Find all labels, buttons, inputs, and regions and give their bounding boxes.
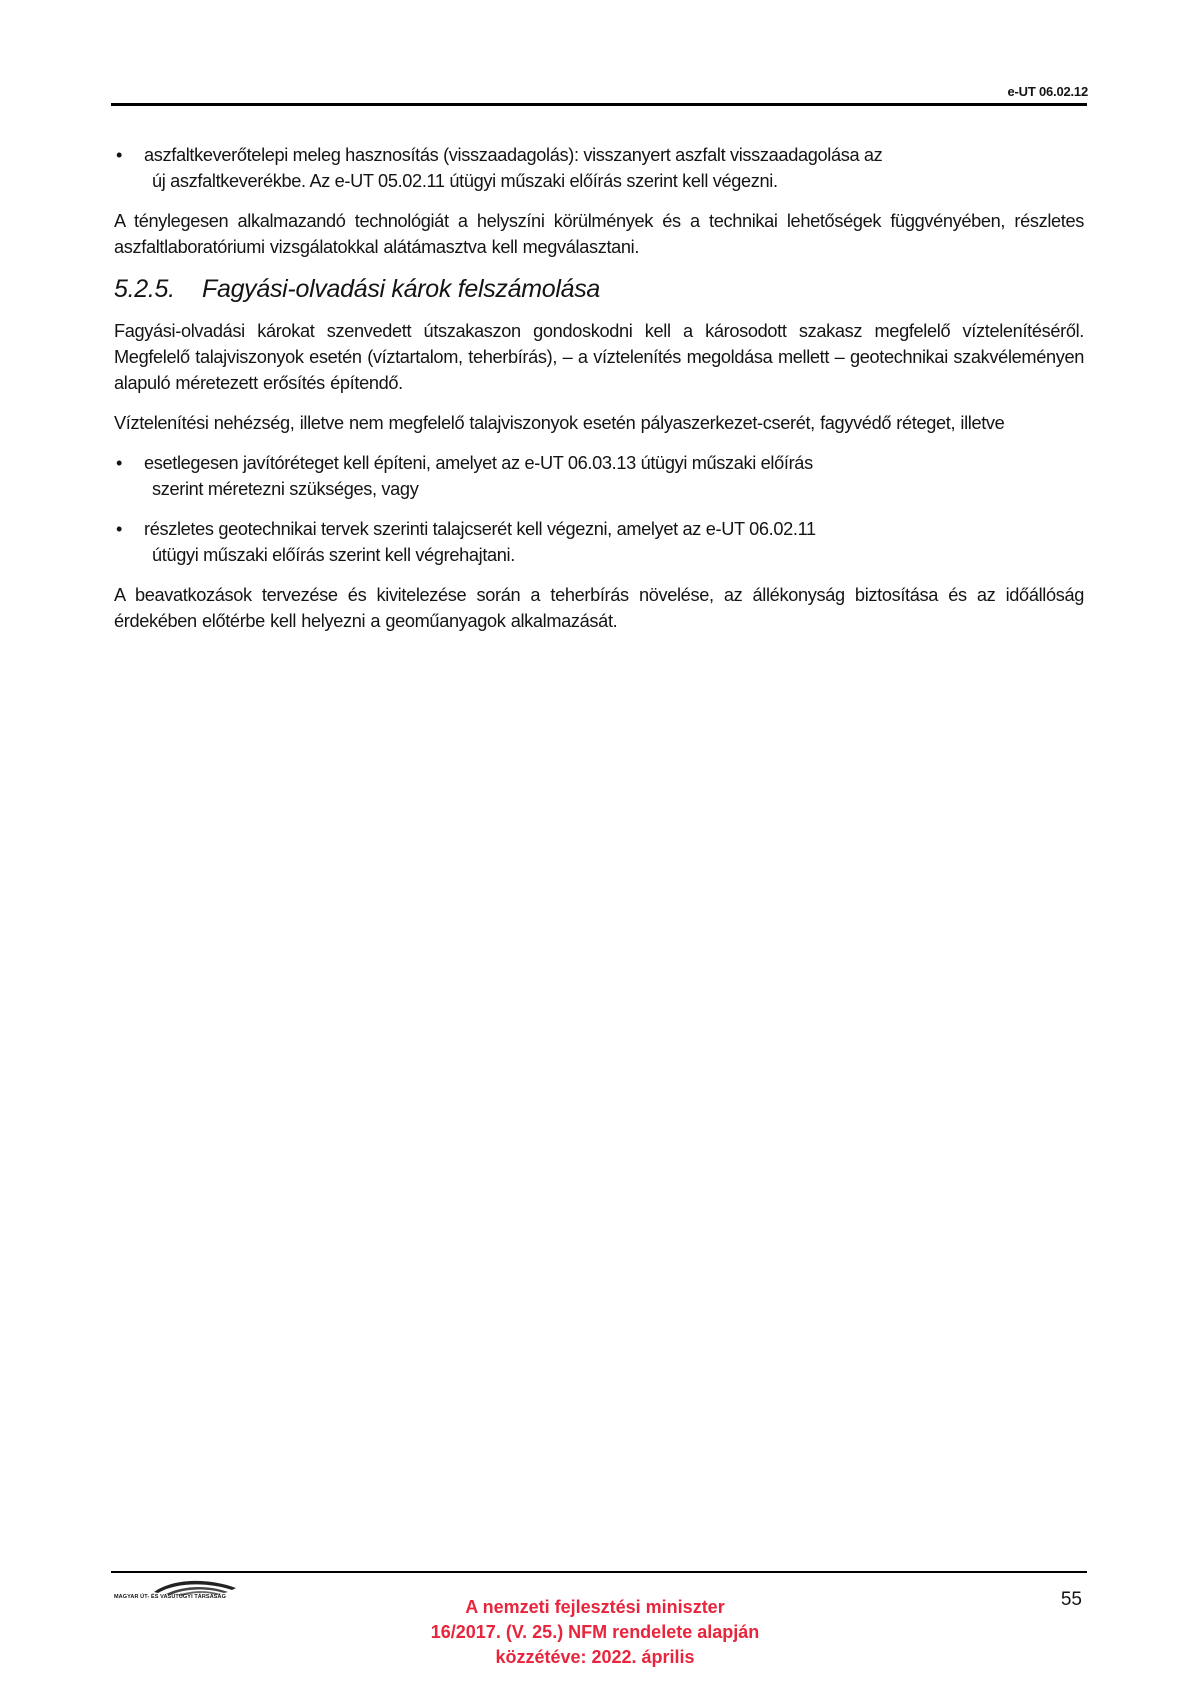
paragraph: Fagyási-olvadási károkat szenvedett útszakaszon gondoskodni kell a károsodott szakasz megfelelő víztelenítéséről. Megfelelő talajviszonyok esetén (víztartalom, teherbírás), – a víztelenítés megoldása mellett – geotechnikai szakvéleményen alapuló méretezett erősítés építendő. (114, 321, 1084, 393)
page-content (114, 142, 1084, 648)
list-item (114, 142, 1084, 194)
list-item (114, 516, 1024, 568)
stamp-line: 16/2017. (V. 25.) NFM rendelete alapján (430, 1622, 760, 1642)
paragraph: A beavatkozások tervezése és kivitelezése során a teherbírás növelése, az állékonyság biztosítása és az időállóság érdekében előtérbe kell helyezni a geoműanyagok alkalmazását. (114, 585, 1084, 631)
list-item-text: esetlegesen javítóréteget kell építeni, amelyet az e-UT 06.03.13 útügyi műszaki előírás (144, 453, 813, 473)
list-item-text-continued: szerint méretezni szükséges, vagy (152, 479, 419, 499)
list-item-text: részletes geotechnikai tervek szerinti talajcserét kell végezni, amelyet az e-UT 06.02.11 (144, 519, 816, 539)
bullet-icon: • (116, 145, 123, 165)
society-logo-icon (114, 1576, 264, 1610)
publication-stamp (350, 1595, 840, 1670)
section-number: 5.2.5. (114, 275, 175, 303)
page-number: 55 (1060, 1589, 1082, 1610)
paragraph: A ténylegesen alkalmazandó technológiát a helyszíni körülmények és a technikai lehetőségek függvényében, részletes aszfaltlaboratóriumi vizsgálatokkal alátámasztva kell megválasztani. (114, 211, 1084, 257)
paragraph: Víztelenítési nehézség, illetve nem megfelelő talajviszonyok esetén pályaszerkezet-cserét, fagyvédő réteget, illetve (114, 413, 1005, 433)
footer-rule (111, 1571, 1087, 1573)
section-heading (114, 274, 1084, 304)
list-item-text-continued: új aszfaltkeverékbe. Az e-UT 05.02.11 útügyi műszaki előírás szerint kell végezni. (152, 171, 778, 191)
stamp-line: A nemzeti fejlesztési miniszter (465, 1597, 725, 1617)
list-item-text: aszfaltkeverőtelepi meleg hasznosítás (visszaadagolás): visszanyert aszfalt visszaadagolása az (144, 145, 883, 165)
stamp-line: közzétéve: 2022. április (495, 1647, 695, 1667)
list-item (114, 450, 1024, 502)
section-title: Fagyási-olvadási károk felszámolása (202, 275, 601, 303)
society-logo-text: MAGYAR ÚT- ÉS VASÚTÜGYI TÁRSASÁG (114, 1594, 226, 1600)
bullet-icon: • (116, 519, 123, 539)
bullet-icon: • (116, 453, 123, 473)
header-rule (111, 103, 1087, 106)
document-code: e-UT 06.02.12 (1007, 84, 1088, 99)
list-item-text-continued: útügyi műszaki előírás szerint kell végrehajtani. (152, 545, 515, 565)
